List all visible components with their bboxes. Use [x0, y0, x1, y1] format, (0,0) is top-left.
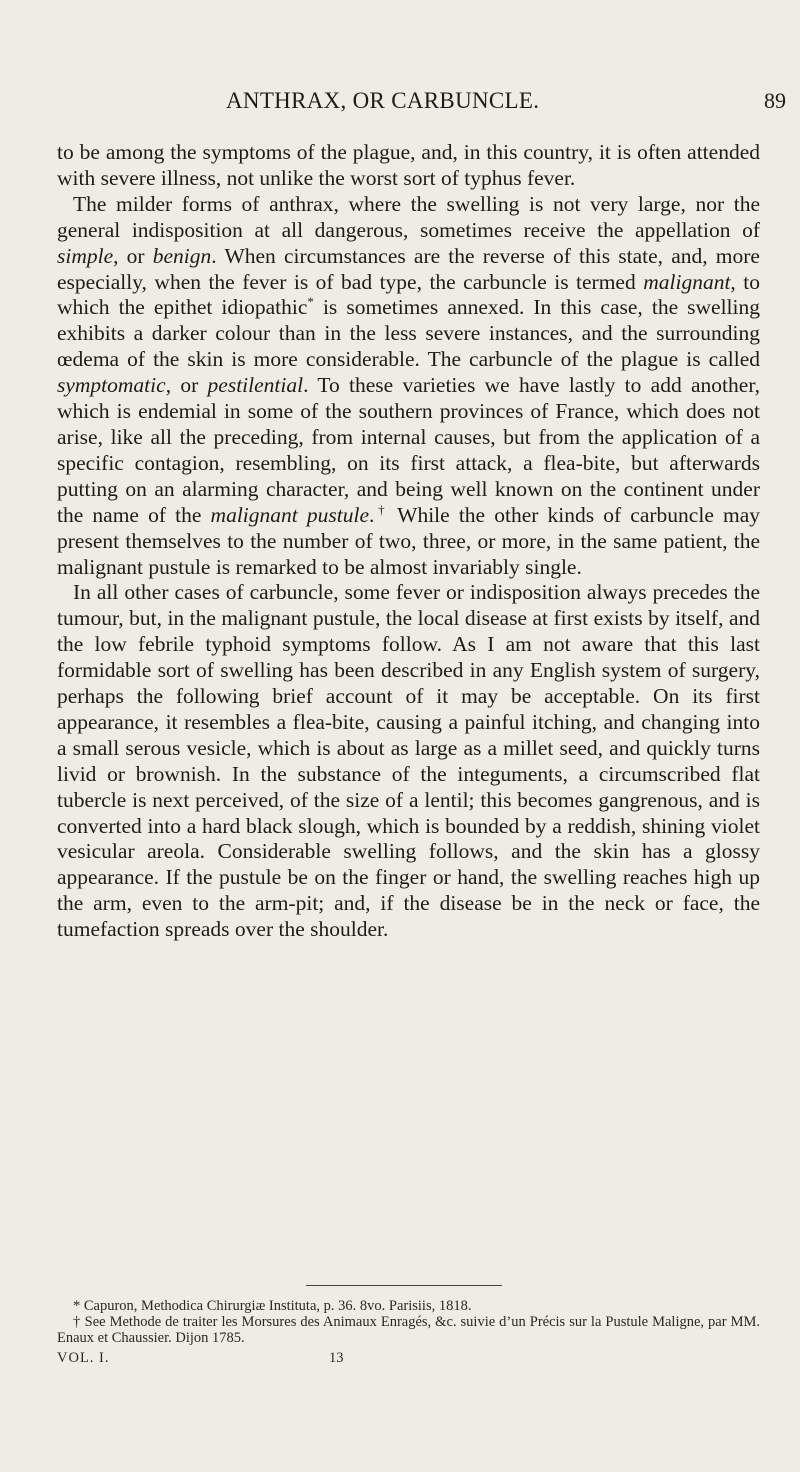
- paragraph-1: [57, 140, 760, 192]
- text-run: The milder forms of anthrax, where the swelling is not very large, nor the general indisposition at all dangerous, sometimes receive the appellation of: [57, 191, 760, 242]
- paragraph-2: [57, 192, 760, 581]
- term-benign: benign: [152, 243, 212, 268]
- footnotes: [57, 1298, 760, 1346]
- term-pestilential: pestilential: [207, 373, 304, 398]
- running-head: ANTHRAX, OR CARBUNCLE.: [226, 88, 540, 113]
- page-header: [0, 88, 800, 128]
- term-malignant: malignant: [643, 269, 731, 294]
- text-run: to be among the symptoms of the plague, and, in this country, it is often attended with severe illness, not unlike the worst sort of typhus fever.: [57, 140, 760, 190]
- text-run: is sometimes annexed. In this case, the swelling exhibits a darker colour than in the less severe instances, and the surrounding œdema of the skin is more considerable. The carbuncle of the plague is called: [57, 295, 761, 372]
- text-run: In all other cases of carbuncle, some fever or indisposition always precedes the tumour, but, in the malignant pustule, the local disease at first exists by itself, and the low febrile typhoid symptoms follow. As I am not aware that this last formidable sort of swelling has been described in any English system of surgery, perhaps the following brief account of it may be acceptable. On its first appearance, it resembles a flea-bite, causing a painful itching, and changing into a small serous vesicle, which is about as large as a millet seed, and quickly turns livid or brownish. In the substance of the integuments, a circumscribed flat tubercle is next perceived, of the size of a lentil; this becomes gangrenous, and is converted into a hard black slough, which is bounded by a reddish, shining violet vesicular areola. Considerable swelling follows, and the skin has a glossy appearance. If the pustule be on the finger or hand, the swelling reaches high up the arm, even to the arm-pit; and, if the disease be in the neck or face, the tumefaction spreads over the shoulder.: [57, 580, 760, 942]
- term-symptomatic: symptomatic: [57, 373, 166, 398]
- text-run: , to which the epithet idiopathic: [57, 269, 760, 320]
- text-run: . When circumstances are the reverse of this state, and, more especially, when the fever is of bad type, the carbuncle is termed: [57, 243, 760, 294]
- text-run: . To these varieties we have lastly to add another, which is endemial in some of the southern provinces of France, which does not arise, like all the preceding, from internal causes, but from the application of a specific contagion, resembling, on its first attack, a flea-bite, but afterwards putting on an alarming character, and being well known on the continent under the name of the: [57, 373, 760, 527]
- footnote-marker: †: [374, 501, 389, 517]
- footnote-2: † See Methode de traiter les Morsures des Animaux Enragés, &c. suivie d’un Précis sur la Pustule Maligne, par MM. Enaux et Chaussier. Dijon 1785.: [57, 1314, 760, 1346]
- volume-label: VOL. I.: [57, 1350, 110, 1366]
- term-malignant-pustule: malignant pustule: [210, 502, 369, 527]
- signature-number: 13: [329, 1350, 344, 1366]
- body-text: [57, 140, 760, 943]
- text-run: , or: [165, 373, 208, 398]
- text-run: , or: [113, 243, 153, 268]
- text-run: While the other kinds of carbuncle may present themselves to the number of two, three, or more, in the same patient, the malignant pustule is remarked to be almost invariably single.: [57, 502, 761, 579]
- footnote-rule: [306, 1285, 502, 1286]
- term-simple: simple: [57, 243, 114, 268]
- footnote-marker: *: [307, 294, 314, 310]
- signature-line: [57, 1350, 457, 1368]
- paragraph-3: [57, 580, 760, 943]
- text-run: .: [369, 502, 375, 527]
- footnote-1: * Capuron, Methodica Chirurgiæ Instituta, p. 36. 8vo. Parisiis, 1818.: [73, 1298, 472, 1314]
- page-number: 89: [764, 88, 786, 113]
